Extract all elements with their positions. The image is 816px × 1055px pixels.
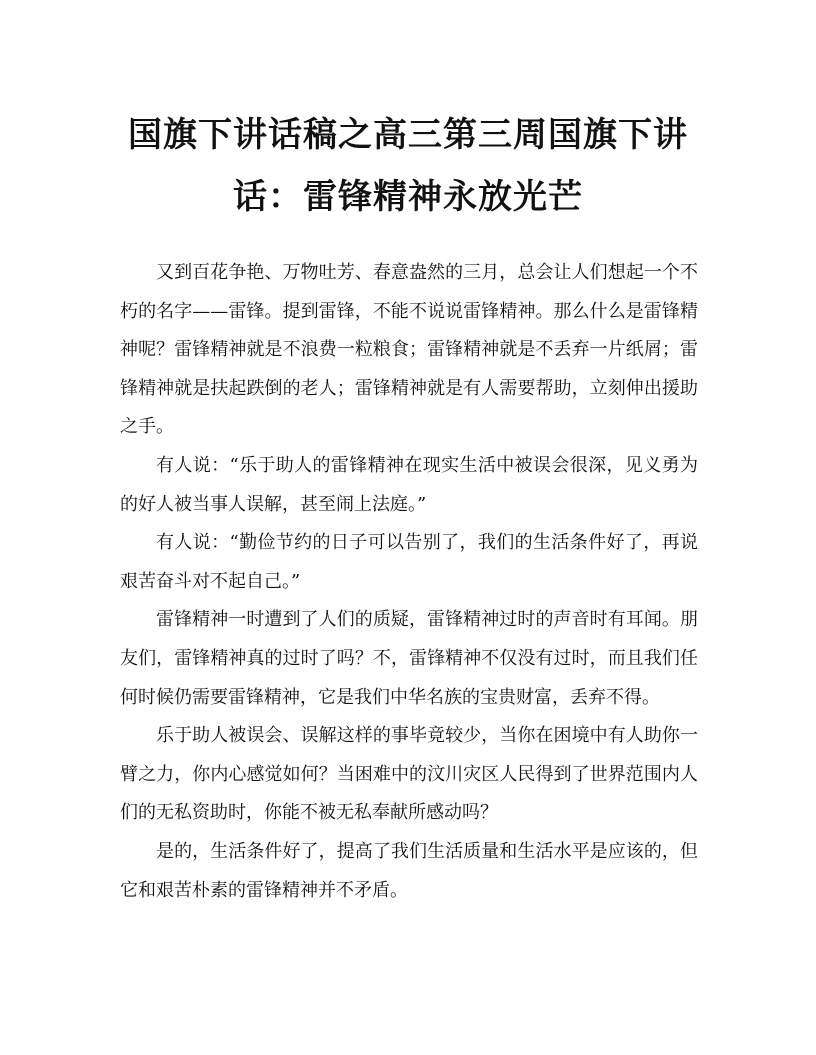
document-body xyxy=(120,254,698,910)
paragraph-2: 有人说：“乐于助人的雷锋精神在现实生活中被误会很深，见义勇为的好人被当事人误解，甚至闹上法庭。” xyxy=(120,454,698,515)
paragraph-6: 是的，生活条件好了，提高了我们生活质量和生活水平是应该的，但它和艰苦朴素的雷锋精神并不矛盾。 xyxy=(120,840,698,901)
paragraph-5: 乐于助人被误会、误解这样的事毕竟较少，当你在困境中有人助你一臂之力，你内心感觉如何？当困难中的汶川灾区人民得到了世界范围内人们的无私资助时，你能不被无私奉献所感动吗？ xyxy=(120,725,698,824)
paragraph-1: 又到百花争艳、万物吐芳、春意盎然的三月，总会让人们想起一个不朽的名字——雷锋。提到雷锋，不能不说说雷锋精神。那么什么是雷锋精神呢？雷锋精神就是不浪费一粒粮食；雷锋精神就是不丢弃一片纸屑；雷锋精神就是扶起跌倒的老人；雷锋精神就是有人需要帮助，立刻伸出援助之手。 xyxy=(120,262,698,438)
document-title xyxy=(110,104,706,228)
title-line-2: 话：雷锋精神永放光芒 xyxy=(233,177,583,217)
title-line-1: 国旗下讲话稿之高三第三周国旗下讲 xyxy=(128,115,688,155)
paragraph-4: 雷锋精神一时遭到了人们的质疑，雷锋精神过时的声音时有耳闻。朋友们，雷锋精神真的过时了吗？不，雷锋精神不仅没有过时，而且我们任何时候仍需要雷锋精神，它是我们中华名族的宝贵财富，丢弃不得。 xyxy=(120,609,698,708)
paragraph-3: 有人说：“勤俭节约的日子可以告别了，我们的生活条件好了，再说艰苦奋斗对不起自己。” xyxy=(120,532,698,592)
